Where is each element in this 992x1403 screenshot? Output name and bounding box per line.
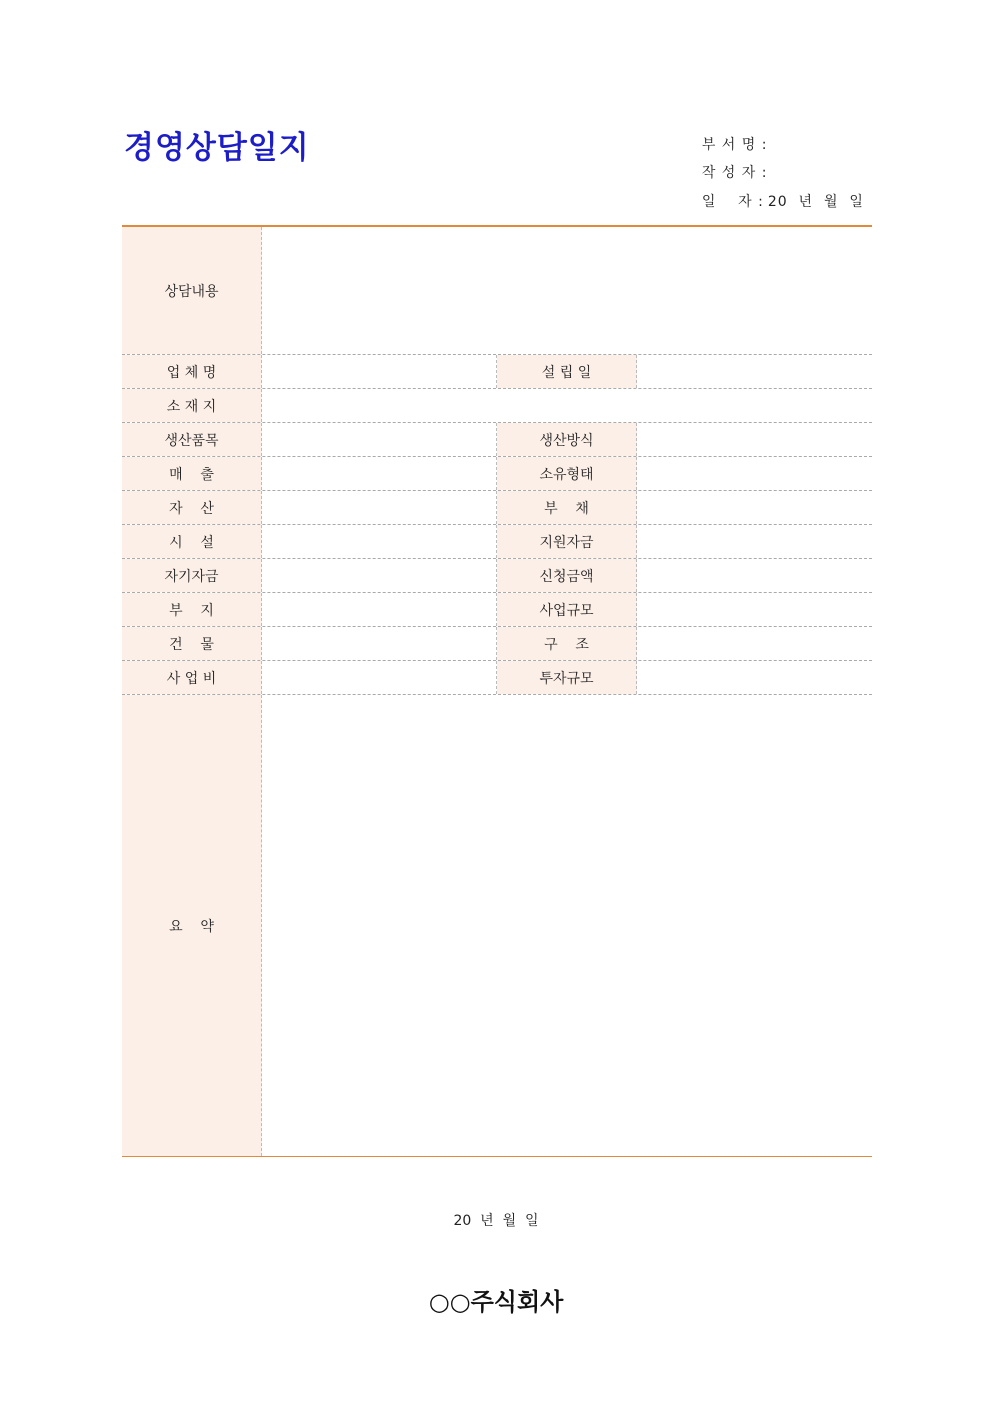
row-label: 사 업 비 <box>122 661 262 694</box>
location-field[interactable] <box>262 389 872 422</box>
form-row <box>122 525 872 559</box>
form-field[interactable] <box>637 525 872 558</box>
form-field[interactable] <box>637 593 872 626</box>
date-label: 일 자 : <box>701 193 764 210</box>
form-field[interactable] <box>637 423 872 456</box>
form-field[interactable] <box>262 491 497 524</box>
row-label: 소유형태 <box>497 457 637 490</box>
form-field[interactable] <box>262 627 497 660</box>
company-field[interactable] <box>262 355 497 388</box>
row-label: 설 립 일 <box>497 355 637 388</box>
form-row <box>122 491 872 525</box>
author-label: 작 성 자 : <box>701 165 768 181</box>
consultation-form <box>122 225 872 1157</box>
form-field[interactable] <box>262 559 497 592</box>
consult-label: 상담내용 <box>122 227 262 354</box>
form-field[interactable] <box>637 491 872 524</box>
form-field[interactable] <box>262 661 497 694</box>
form-row-location <box>122 389 872 423</box>
row-label: 투자규모 <box>497 661 637 694</box>
founded-field[interactable] <box>637 355 872 388</box>
form-row <box>122 627 872 661</box>
row-label: 업 체 명 <box>122 355 262 388</box>
row-label: 소 재 지 <box>122 389 262 422</box>
footer-date: 20 년 월 일 <box>453 1213 539 1229</box>
form-field[interactable] <box>637 559 872 592</box>
summary-label: 요 약 <box>122 695 262 1156</box>
row-label: 매 출 <box>122 457 262 490</box>
row-label: 생산품목 <box>122 423 262 456</box>
row-label: 시 설 <box>122 525 262 558</box>
form-row <box>122 457 872 491</box>
row-label: 지원자금 <box>497 525 637 558</box>
row-label: 사업규모 <box>497 593 637 626</box>
row-label: 생산방식 <box>497 423 637 456</box>
summary-field[interactable] <box>262 695 872 1156</box>
form-field[interactable] <box>262 423 497 456</box>
date-value: 20 년 월 일 <box>767 193 864 210</box>
form-row-company <box>122 355 872 389</box>
dept-row <box>680 102 864 153</box>
row-label: 자기자금 <box>122 559 262 592</box>
row-label: 부 채 <box>497 491 637 524</box>
row-label: 구 조 <box>497 627 637 660</box>
row-label: 건 물 <box>122 627 262 660</box>
row-label: 자 산 <box>122 491 262 524</box>
summary-row <box>122 695 872 1156</box>
form-field[interactable] <box>262 457 497 490</box>
meta-block <box>680 102 864 210</box>
document-title: 경영상담일지 <box>124 130 310 166</box>
consult-row <box>122 227 872 355</box>
form-field[interactable] <box>262 593 497 626</box>
form-row <box>122 423 872 457</box>
company-name: ○○주식회사 <box>428 1288 564 1316</box>
dept-label: 부 서 명 : <box>701 136 768 153</box>
consult-field[interactable] <box>262 227 872 354</box>
form-field[interactable] <box>262 525 497 558</box>
form-row <box>122 559 872 593</box>
form-field[interactable] <box>637 457 872 490</box>
form-row <box>122 593 872 627</box>
form-row <box>122 661 872 695</box>
form-field[interactable] <box>637 661 872 694</box>
form-field[interactable] <box>637 627 872 660</box>
row-label: 부 지 <box>122 593 262 626</box>
row-label: 신청금액 <box>497 559 637 592</box>
